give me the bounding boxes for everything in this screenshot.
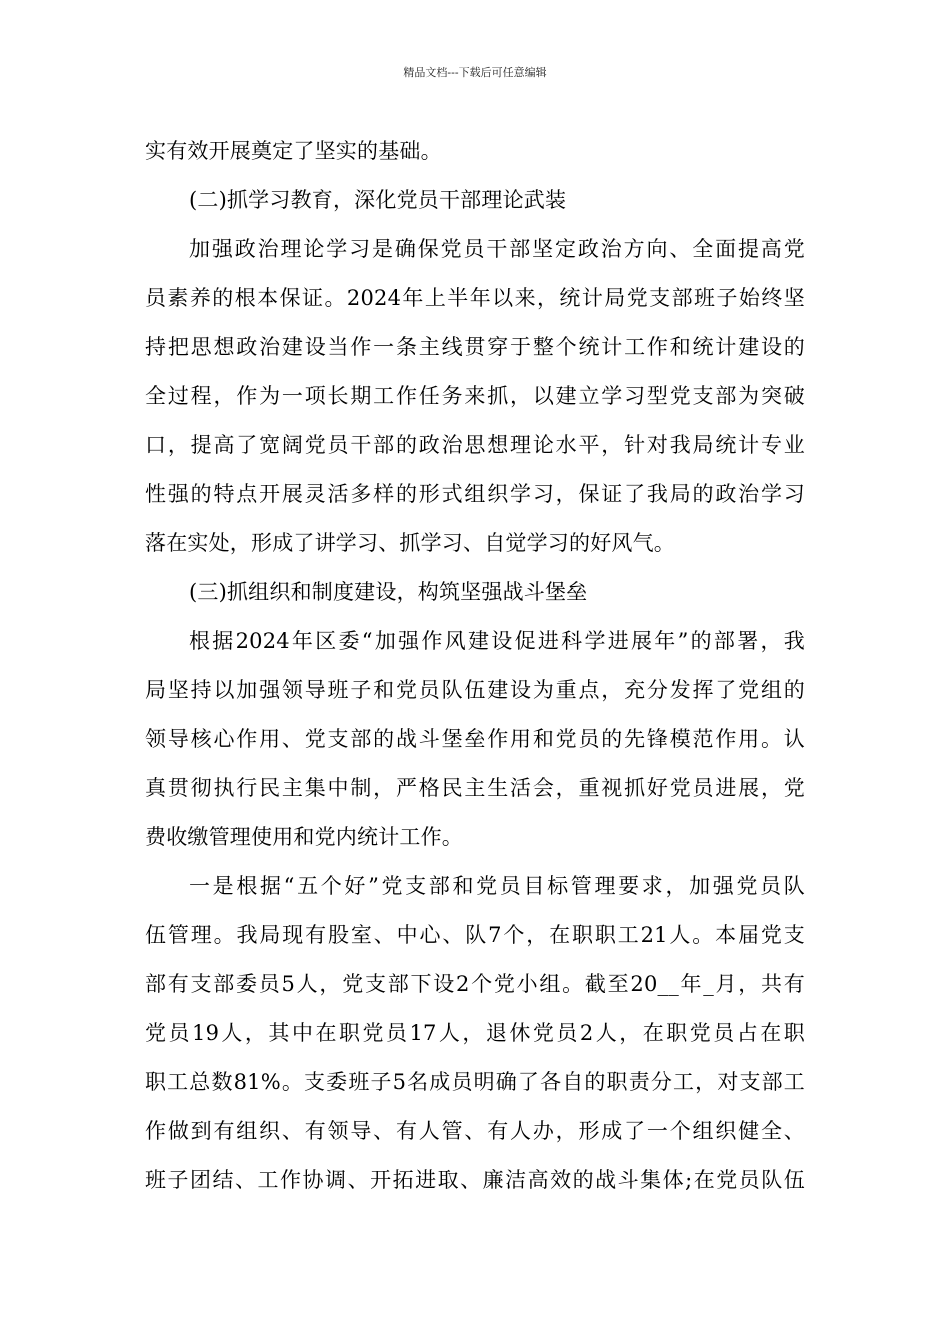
text-line: 党员19人，其中在职党员17人，退休党员2人，在职党员占在职 [145,1021,805,1045]
text-line: 口，提高了宽阔党员干部的政治思想理论水平，针对我局统计专业 [145,433,805,457]
text-line: (二)抓学习教育，深化党员干部理论武装 [189,188,567,212]
text-line: 根据2024年区委“加强作风建设促进科学进展年”的部署，我 [189,629,805,653]
text-line: 持把思想政治建设当作一条主线贯穿于整个统计工作和统计建设的 [145,335,805,359]
text-line: 部有支部委员5人，党支部下设2个党小组。截至20__年_月，共有 [145,972,805,996]
text-line: 班子团结、工作协调、开拓进取、廉洁高效的战斗集体;在党员队伍 [145,1168,805,1192]
text-line: 职工总数81%。支委班子5名成员明确了各自的职责分工，对支部工 [145,1070,805,1094]
text-line: 真贯彻执行民主集中制，严格民主生活会，重视抓好党员进展，党 [145,776,805,800]
document-body [145,127,805,1205]
text-line: 一是根据“五个好”党支部和党员目标管理要求，加强党员队 [189,874,805,898]
text-line: (三)抓组织和制度建设，构筑坚强战斗堡垒 [189,580,588,604]
page-header: 精品文档---下载后可任意编辑 [403,66,547,79]
text-line: 作做到有组织、有领导、有人管、有人办，形成了一个组织健全、 [145,1119,805,1143]
text-line: 员素养的根本保证。2024年上半年以来，统计局党支部班子始终坚 [145,286,805,310]
text-line: 实有效开展奠定了坚实的基础。 [145,139,442,163]
text-line: 费收缴管理使用和党内统计工作。 [145,825,463,849]
text-line: 伍管理。我局现有股室、中心、队7个，在职职工21人。本届党支 [145,923,805,947]
text-line: 领导核心作用、党支部的战斗堡垒作用和党员的先锋模范作用。认 [145,727,805,751]
text-line: 局坚持以加强领导班子和党员队伍建设为重点，充分发挥了党组的 [145,678,805,702]
text-line: 加强政治理论学习是确保党员干部坚定政治方向、全面提高党 [189,237,805,261]
text-line: 落在实处，形成了讲学习、抓学习、自觉学习的好风气。 [145,531,675,555]
text-line: 性强的特点开展灵活多样的形式组织学习，保证了我局的政治学习 [145,482,805,506]
text-line: 全过程，作为一项长期工作任务来抓，以建立学习型党支部为突破 [145,384,805,408]
